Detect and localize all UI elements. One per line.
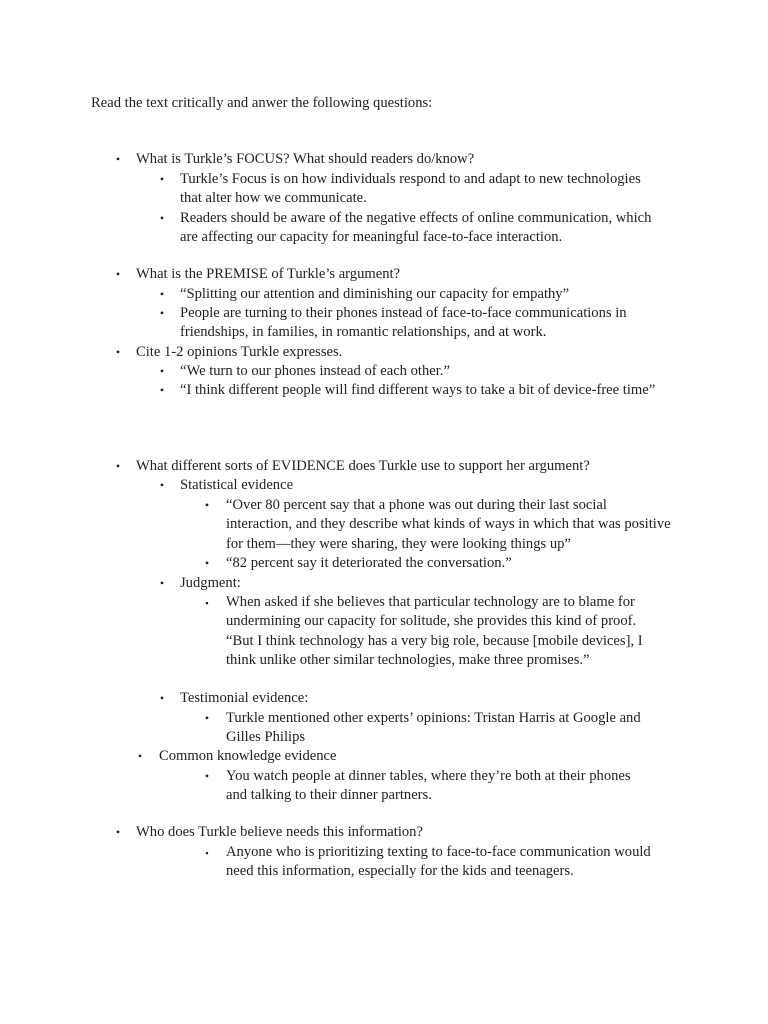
question-audience: [115, 823, 423, 842]
category-label: Testimonial evidence:: [180, 690, 309, 706]
bullet-icon: •: [159, 478, 165, 492]
category-label: Judgment:: [180, 575, 241, 591]
intro-text: Read the text critically and anwer the following questions:: [91, 95, 433, 111]
category-label: Statistical evidence: [180, 477, 294, 493]
answer-text: “Splitting our attention and diminishing our capacity for empathy”: [180, 286, 570, 302]
bullet-icon: •: [204, 711, 210, 725]
question-opinions: [115, 343, 343, 362]
answer-text: Turkle’s Focus is on how individuals respond to and adapt to new technologies that alter how we communicate.: [180, 171, 641, 207]
bullet-icon: •: [159, 691, 165, 705]
question-text: What different sorts of EVIDENCE does Turkle use to support her argument?: [136, 458, 590, 474]
bullet-icon: •: [159, 172, 165, 186]
question-text: Cite 1-2 opinions Turkle expresses.: [136, 344, 343, 360]
answer-item: [159, 304, 668, 343]
bullet-icon: •: [159, 383, 165, 397]
category-label: Common knowledge evidence: [159, 748, 337, 764]
answer-text: Anyone who is prioritizing texting to face-to-face communication would need this information, especially for the kids and teenagers.: [226, 844, 651, 880]
answer-text: “I think different people will find different ways to take a bit of device-free time”: [180, 382, 656, 398]
question-evidence: [115, 457, 590, 476]
bullet-icon: •: [137, 749, 143, 763]
question-text: Who does Turkle believe needs this information?: [136, 824, 423, 840]
bullet-icon: •: [204, 498, 210, 512]
bullet-icon: •: [115, 152, 121, 166]
bullet-icon: •: [115, 825, 121, 839]
bullet-icon: •: [159, 211, 165, 225]
question-focus: [115, 150, 475, 169]
evidence-category: [159, 574, 241, 593]
evidence-text: When asked if she believes that particular technology are to blame for undermining our capacity for solitude, she provides this kind of proof. “But I think technology has a very big role, because [mobile devices], I think unlike other similar technologies, make three promises.”: [226, 594, 643, 669]
evidence-item: [204, 709, 672, 748]
evidence-item: [204, 554, 672, 573]
bullet-icon: •: [115, 459, 121, 473]
bullet-icon: •: [115, 345, 121, 359]
bullet-icon: •: [115, 267, 121, 281]
evidence-text: Turkle mentioned other experts’ opinions: Tristan Harris at Google and Gilles Philips: [226, 710, 641, 746]
question-text: What is the PREMISE of Turkle’s argument?: [136, 266, 401, 282]
square-bullet-icon: ▪: [205, 598, 209, 608]
question-text: What is Turkle’s FOCUS? What should readers do/know?: [136, 151, 475, 167]
evidence-item: [204, 767, 646, 806]
bullet-icon: •: [159, 364, 165, 378]
evidence-text: You watch people at dinner tables, where they’re both at their phones and talking to their dinner partners.: [226, 768, 631, 804]
bullet-icon: •: [204, 769, 210, 783]
square-bullet-icon: ▪: [205, 848, 209, 858]
bullet-icon: •: [204, 556, 210, 570]
answer-text: “We turn to our phones instead of each other.”: [180, 363, 450, 379]
bullet-icon: •: [159, 287, 165, 301]
evidence-item: [205, 593, 666, 671]
answer-item: [159, 381, 676, 400]
bullet-icon: •: [159, 576, 165, 590]
answer-item: [159, 285, 660, 304]
answer-item: [159, 209, 670, 248]
answer-text: Readers should be aware of the negative effects of online communication, which are affecting our capacity for meaningful face-to-face interaction.: [180, 210, 652, 246]
evidence-category: [159, 689, 309, 708]
answer-text: People are turning to their phones instead of face-to-face communications in friendships, in families, in romantic relationships, and at work.: [180, 305, 627, 341]
answer-item: [159, 170, 650, 209]
evidence-category: [137, 747, 337, 766]
bullet-icon: •: [159, 306, 165, 320]
answer-item: [159, 362, 660, 381]
evidence-category: [159, 476, 294, 495]
evidence-text: “Over 80 percent say that a phone was out during their last social interaction, and they describe what kinds of ways in which that was positive for them—they were sharing, they were looking things up”: [226, 497, 671, 552]
answer-item: [205, 843, 666, 882]
evidence-item: [204, 496, 672, 554]
evidence-text: “82 percent say it deteriorated the conversation.”: [226, 555, 512, 571]
question-premise: [115, 265, 401, 284]
